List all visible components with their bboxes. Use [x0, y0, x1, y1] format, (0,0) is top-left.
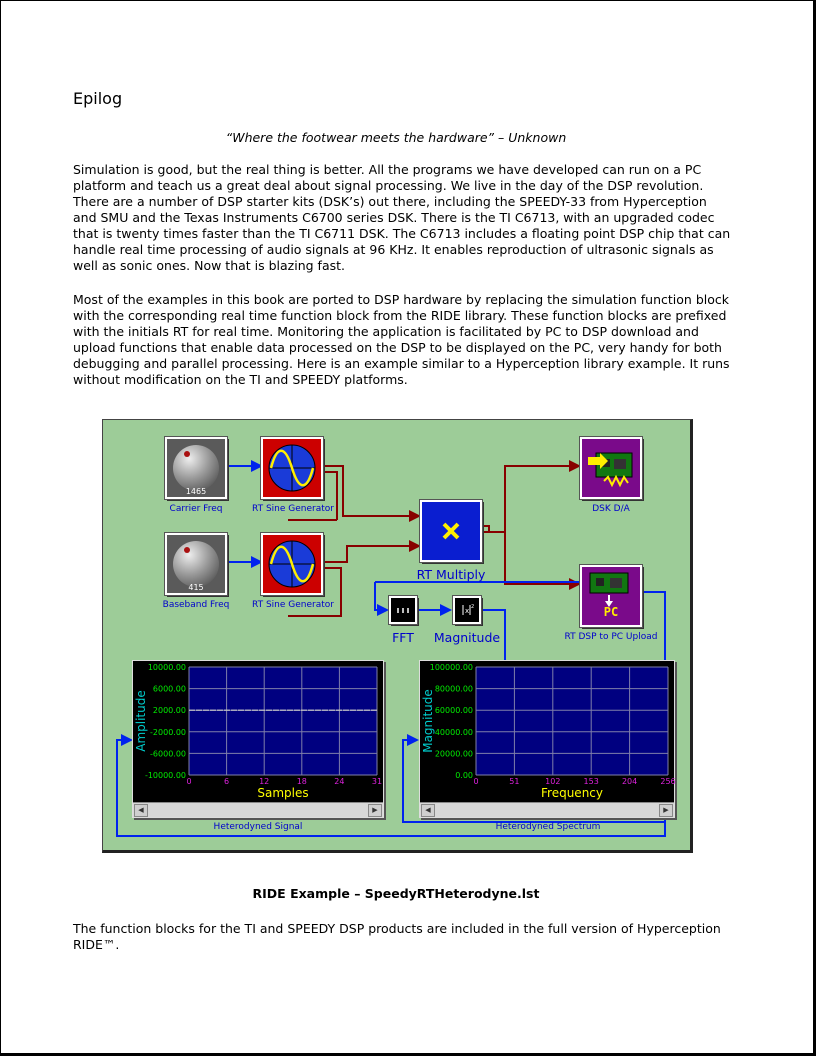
wire-upload-scope — [641, 592, 665, 660]
scroll-right-icon[interactable]: ▶ — [368, 804, 382, 817]
pc-text: PC — [603, 605, 619, 619]
closing-paragraph: The function blocks for the TI and SPEEDY DSP products are included in the full version of Hyperception RIDE™. — [73, 921, 721, 952]
magnitude-icon — [455, 598, 479, 622]
knob-indicator — [184, 451, 190, 457]
plot-area — [476, 667, 668, 775]
x-tick-label: 0 — [186, 777, 192, 786]
svg-text:2: 2 — [471, 604, 475, 610]
figure-caption: RIDE Example – SpeedyRTHeterodyne.lst — [252, 886, 540, 901]
y-tick-label: 80000.00 — [434, 684, 473, 694]
sine-wave-icon — [263, 439, 321, 497]
x-tick-label: 153 — [583, 777, 599, 786]
scroll-left-icon[interactable]: ◀ — [421, 804, 435, 817]
y-axis-title: Magnitude — [421, 689, 435, 753]
sine-wave-icon — [263, 535, 321, 593]
fft-icon — [391, 598, 415, 622]
scope-heterodyned-signal[interactable] — [132, 660, 384, 818]
y-tick-label: 20000.00 — [434, 749, 473, 759]
fft-label: FFT — [392, 630, 414, 645]
plot-area — [189, 667, 377, 775]
y-tick-label: 2000.00 — [152, 706, 186, 716]
y-tick-label: 6000.00 — [152, 684, 186, 694]
baseband-freq-value: 415 — [188, 583, 204, 592]
dsk-da-label: DSK D/A — [592, 504, 630, 514]
dsk-da-block[interactable] — [580, 437, 642, 499]
svg-text:x: x — [465, 607, 470, 615]
x-tick-label: 6 — [224, 777, 230, 786]
y-tick-label: 100000.00 — [429, 663, 473, 672]
x-tick-label: 256 — [660, 777, 676, 786]
scope-1-label: Heterodyned Signal — [213, 822, 303, 832]
knob-indicator — [184, 547, 190, 553]
scope-heterodyned-spectrum[interactable] — [419, 660, 675, 818]
rt-multiply-label: RT Multiply — [416, 567, 486, 582]
sine-generator-2-block[interactable] — [261, 533, 323, 595]
sine-generator-2-label: RT Sine Generator — [252, 600, 334, 610]
scope-plot — [420, 661, 674, 803]
dsp-to-pc-upload-label: RT DSP to PC Upload — [564, 632, 658, 642]
y-tick-label: -6000.00 — [150, 749, 186, 759]
scope-2-label: Heterodyned Spectrum — [495, 822, 601, 832]
y-tick-label: 0.00 — [455, 771, 473, 780]
x-tick-label: 31 — [371, 777, 383, 786]
y-tick-label: -10000.00 — [144, 771, 186, 780]
wire-multiply-dsk — [482, 466, 579, 532]
scope-plot — [133, 661, 383, 803]
x-tick-label: 0 — [473, 777, 479, 786]
wire-sine2-multiply — [322, 546, 419, 562]
scope-scrollbar[interactable] — [133, 802, 383, 817]
carrier-freq-knob[interactable] — [165, 437, 227, 499]
knob-dial — [173, 541, 219, 587]
sine-generator-1-label: RT Sine Generator — [252, 504, 334, 514]
dsp-board-icon — [582, 439, 640, 497]
y-tick-label: -2000.00 — [150, 727, 186, 737]
scope-scrollbar[interactable] — [420, 802, 674, 817]
page-title: Epilog — [73, 89, 123, 108]
wire-multiply-fft — [375, 582, 387, 610]
dsp-to-pc-upload-block[interactable] — [580, 565, 642, 627]
x-tick-label: 18 — [296, 777, 307, 786]
x-tick-label: 204 — [621, 777, 638, 786]
y-tick-label: 60000.00 — [434, 706, 473, 716]
x-tick-label: 102 — [545, 777, 561, 786]
baseband-freq-label: Baseband Freq — [162, 600, 230, 610]
x-tick-label: 51 — [509, 777, 520, 786]
sine-generator-1-block[interactable] — [261, 437, 323, 499]
fft-block[interactable] — [389, 596, 417, 624]
epigraph-quote: “Where the footwear meets the hardware” – Unknown — [225, 130, 567, 145]
magnitude-block[interactable] — [453, 596, 481, 624]
x-axis-title: Samples — [257, 786, 309, 800]
baseband-freq-knob[interactable] — [165, 533, 227, 595]
knob-dial — [173, 445, 219, 491]
carrier-freq-value: 1465 — [185, 487, 207, 496]
x-tick-label: 24 — [334, 777, 345, 786]
carrier-freq-label: Carrier Freq — [169, 504, 223, 514]
multiply-icon — [422, 502, 480, 560]
y-axis-title: Amplitude — [134, 690, 148, 752]
y-tick-label: 40000.00 — [434, 727, 473, 737]
wire-multiply-upload — [505, 532, 579, 584]
y-tick-label: 10000.00 — [147, 663, 186, 672]
rt-multiply-block[interactable] — [420, 500, 482, 562]
scroll-right-icon[interactable]: ▶ — [659, 804, 673, 817]
scroll-left-icon[interactable]: ◀ — [134, 804, 148, 817]
ride-diagram — [102, 419, 693, 853]
paragraph-1: Simulation is good, but the real thing is better. All the programs we have developed can run on a PC platform and teach us a great deal about signal processing. We live in the day of the DSP revolution. There are a number of DSP starter kits (DSK’s) out there, including the SPEEDY-33 from Hyperception and SMU and the Texas Instruments C6700 series DSK. There is the TI C6713, with an upgraded codec that is twenty times faster than the TI C6711 DSK. The C6713 includes a floating point DSP chip that can handle real time processing of audio signals at 96 KHz. It enables reproduction of ultrasonic signals as well as sonic ones. Now that is blazing fast. — [73, 162, 731, 273]
x-axis-title: Frequency — [541, 786, 603, 800]
x-tick-label: 12 — [259, 777, 270, 786]
paragraph-2: Most of the examples in this book are ported to DSP hardware by replacing the simulation function block with the corresponding real time function block from the RIDE library. These function blocks are prefixed with the initials RT for real time. Monitoring the application is facilitated by PC to DSP download and upload functions that enable data processed on the DSP to be displayed on the PC, very handy for both debugging and parallel processing. Here is an example similar to a Hyperception library example. It runs without modification on the TI and SPEEDY platforms. — [73, 292, 730, 387]
magnitude-label: Magnitude — [433, 630, 501, 645]
